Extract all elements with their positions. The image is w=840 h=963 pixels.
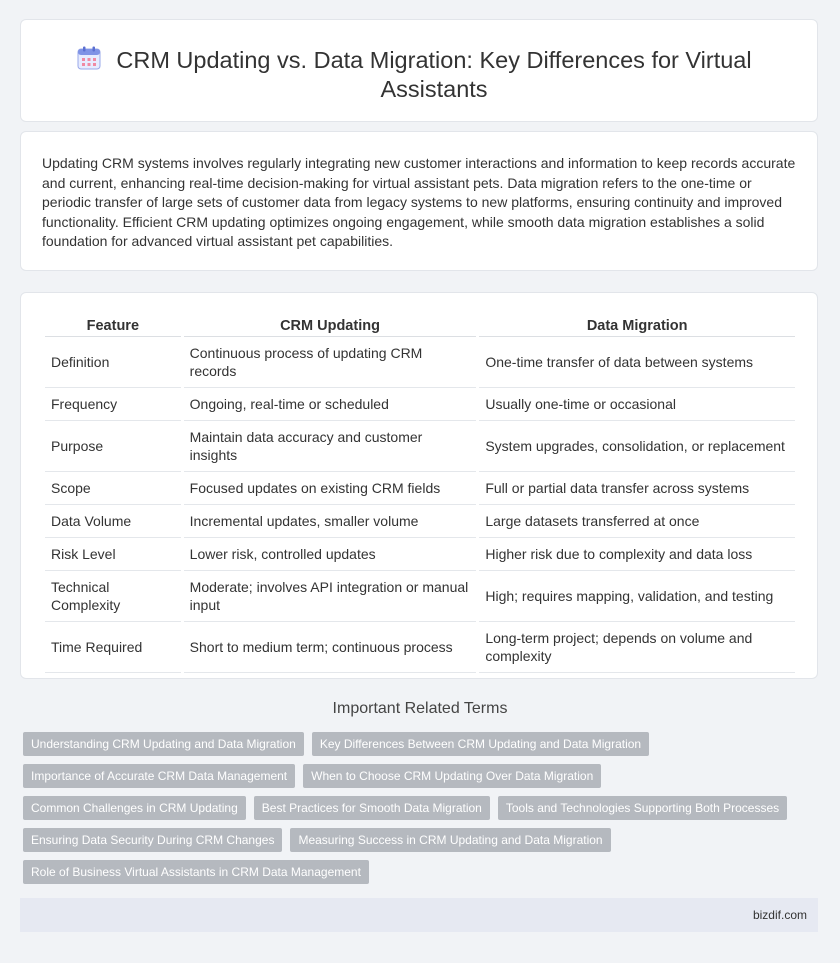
table-row bbox=[45, 421, 795, 472]
related-term-tag[interactable]: Key Differences Between CRM Updating and Data Migration bbox=[312, 732, 649, 756]
footer bbox=[20, 898, 818, 932]
table-cell: Definition bbox=[45, 337, 181, 388]
header-card bbox=[20, 19, 818, 122]
table-cell: Short to medium term; continuous process bbox=[184, 622, 477, 673]
intro-card bbox=[20, 131, 818, 271]
table-cell: Risk Level bbox=[45, 538, 181, 571]
table-cell: Time Required bbox=[45, 622, 181, 673]
table-cell: Lower risk, controlled updates bbox=[184, 538, 477, 571]
related-terms-list bbox=[23, 732, 813, 884]
related-term-tag[interactable]: When to Choose CRM Updating Over Data Migration bbox=[303, 764, 601, 788]
table-cell: Frequency bbox=[45, 388, 181, 421]
table-row bbox=[45, 388, 795, 421]
table-row bbox=[45, 538, 795, 571]
site-link[interactable]: bizdif.com bbox=[752, 908, 807, 922]
table-cell: High; requires mapping, validation, and testing bbox=[479, 571, 795, 622]
table-cell: Technical Complexity bbox=[45, 571, 181, 622]
related-terms-title: Important Related Terms bbox=[332, 700, 508, 717]
table-row bbox=[45, 337, 795, 388]
table-row bbox=[45, 505, 795, 538]
related-term-tag[interactable]: Tools and Technologies Supporting Both Processes bbox=[498, 796, 787, 820]
table-cell: Large datasets transferred at once bbox=[479, 505, 795, 538]
related-term-tag[interactable]: Ensuring Data Security During CRM Changes bbox=[23, 828, 282, 852]
table-cell: Data Volume bbox=[45, 505, 181, 538]
table-cell: Usually one-time or occasional bbox=[479, 388, 795, 421]
table-cell: Higher risk due to complexity and data loss bbox=[479, 538, 795, 571]
related-term-tag[interactable]: Best Practices for Smooth Data Migration bbox=[254, 796, 490, 820]
table-cell: Moderate; involves API integration or manual input bbox=[184, 571, 477, 622]
table-cell: Continuous process of updating CRM records bbox=[184, 337, 477, 388]
table-row bbox=[45, 472, 795, 505]
page-title: CRM Updating vs. Data Migration: Key Differences for Virtual Assistants bbox=[116, 47, 752, 102]
table-cell: Long-term project; depends on volume and complexity bbox=[479, 622, 795, 673]
related-term-tag[interactable]: Measuring Success in CRM Updating and Data Migration bbox=[290, 828, 610, 852]
related-term-tag[interactable]: Importance of Accurate CRM Data Management bbox=[23, 764, 295, 788]
table-cell: Ongoing, real-time or scheduled bbox=[184, 388, 477, 421]
table-row bbox=[45, 622, 795, 673]
table-cell: System upgrades, consolidation, or replacement bbox=[479, 421, 795, 472]
column-header: CRM Updating bbox=[184, 315, 477, 337]
table-cell: Maintain data accuracy and customer insights bbox=[184, 421, 477, 472]
related-term-tag[interactable]: Common Challenges in CRM Updating bbox=[23, 796, 246, 820]
table-header-row bbox=[45, 315, 795, 337]
related-term-tag[interactable]: Understanding CRM Updating and Data Migration bbox=[23, 732, 304, 756]
table-cell: Full or partial data transfer across systems bbox=[479, 472, 795, 505]
table-cell: One-time transfer of data between systems bbox=[479, 337, 795, 388]
intro-paragraph: Updating CRM systems involves regularly integrating new customer interactions and information to keep records accurate and current, enhancing real-time decision-making for virtual assistant pets. Data migration refers to the one-time or periodic transfer of large sets of customer data from legacy systems to new platforms, ensuring continuity and improved functionality. Efficient CRM updating optimizes ongoing engagement, while smooth data migration establishes a solid foundation for advanced virtual assistant pet capabilities. bbox=[42, 155, 796, 250]
related-term-tag[interactable]: Role of Business Virtual Assistants in CRM Data Management bbox=[23, 860, 369, 884]
column-header: Data Migration bbox=[479, 315, 795, 337]
table-row bbox=[45, 571, 795, 622]
table-cell: Scope bbox=[45, 472, 181, 505]
table-cell: Purpose bbox=[45, 421, 181, 472]
comparison-table bbox=[42, 315, 798, 673]
table-cell: Focused updates on existing CRM fields bbox=[184, 472, 477, 505]
comparison-card bbox=[20, 292, 818, 679]
table-cell: Incremental updates, smaller volume bbox=[184, 505, 477, 538]
column-header: Feature bbox=[45, 315, 181, 337]
